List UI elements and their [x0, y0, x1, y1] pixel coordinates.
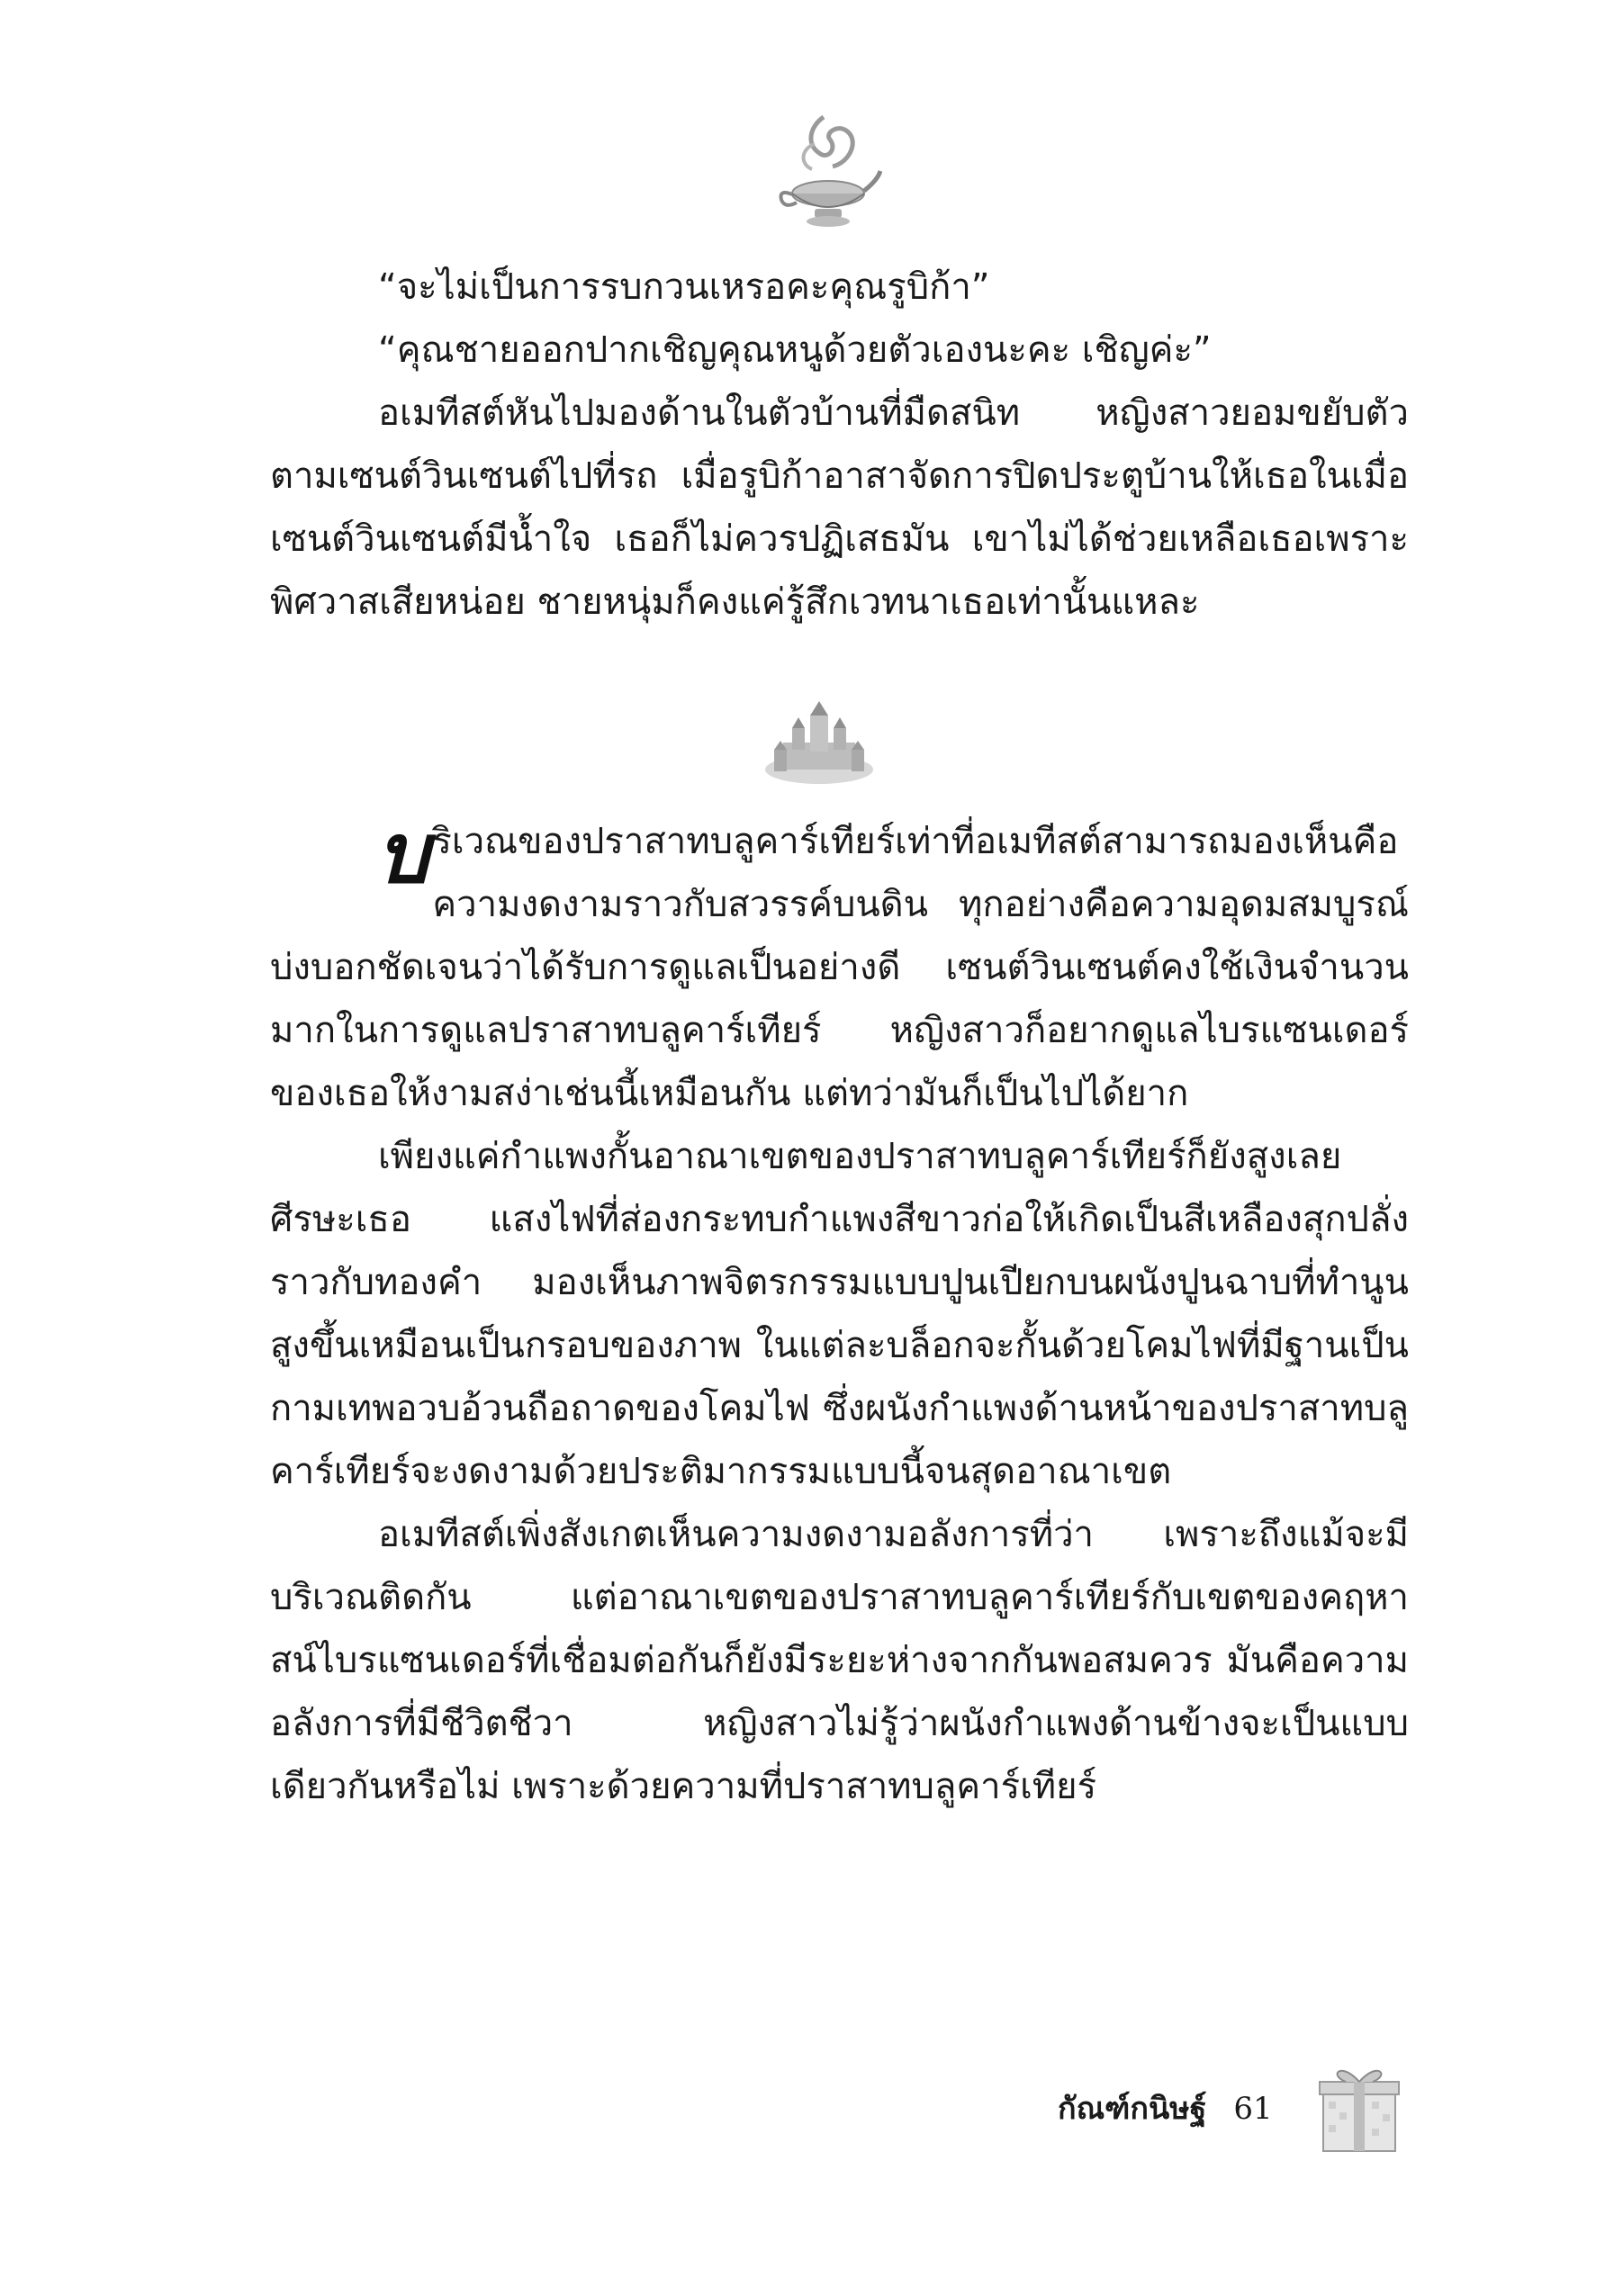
paragraph: “คุณชายออกปากเชิญคุณหนูด้วยตัวเองนะคะ เชิญค่ะ” [378, 329, 1212, 371]
dropcap-letter: บ [376, 805, 429, 902]
book-title: กัณฑ์กนิษฐ์ [1058, 2091, 1207, 2127]
page-footer [1058, 2084, 1273, 2132]
paragraph: อเมทีสต์หันไปมองด้านในตัวบ้านที่มืดสนิท หญิงสาวยอมขยับตัวตามเซนต์วินเซนต์ไปที่รถ เมื่อรูบิก้าอาสาจัดการปิดประตูบ้านให้เธอในเมื่อเซนต์วินเซนต์มีน้ำใจ เธอก็ไม่ควรปฏิเสธมัน เขาไม่ได้ช่วยเหลือเธอเพราะพิศวาสเสียหน่อย ชายหนุ่มก็คงแค่รู้สึกเวทนาเธอเท่านั้นแหละ [270, 392, 1409, 623]
text-block-top [270, 256, 1409, 634]
castle-icon [761, 698, 878, 788]
dropcap-paragraph-text: ริเวณของปราสาทบลูคาร์เทียร์เท่าที่อเมทีสต์สามารถมองเห็นคือความงดงามราวกับสวรรค์บนดิน ทุกอย่างคือความอุดมสมบูรณ์บ่งบอกชัดเจนว่าได้รับการดูแลเป็นอย่างดี เซนต์วินเซนต์คงใช้เงินจำนวนมากในการดูแลปราสาทบลูคาร์เทียร์ หญิงสาวก็อยากดูแลไบรแซนเดอร์ของเธอให้งามสง่าเช่นนี้เหมือนกัน แต่ทว่ามันก็เป็นไปได้ยาก [270, 821, 1409, 1114]
paragraph: “จะไม่เป็นการรบกวนเหรอคะคุณรูบิก้า” [378, 266, 990, 308]
paragraph: อเมทีสต์เพิ่งสังเกตเห็นความงดงามอลังการที่ว่า เพราะถึงแม้จะมีบริเวณติดกัน แต่อาณาเขตของปราสาทบลูคาร์เทียร์กับเขตของคฤหาสน์ไบรแซนเดอร์ที่เชื่อมต่อกันก็ยังมีระยะห่างจากกันพอสมควร มันคือความอลังการที่มีชีวิตชีวา หญิงสาวไม่รู้ว่าผนังกำแพงด้านข้างจะเป็นแบบเดียวกันหรือไม่ เพราะด้วยความที่ปราสาทบลูคาร์เทียร์ [270, 1514, 1409, 1807]
page-number: 61 [1233, 2091, 1273, 2127]
gift-box-icon [1314, 2057, 1404, 2156]
text-block-main [270, 805, 1409, 1818]
dropcap-paragraph [270, 805, 1409, 1125]
genie-lamp-icon [774, 108, 882, 234]
paragraph: เพียงแค่กำแพงกั้นอาณาเขตของปราสาทบลูคาร์เทียร์ก็ยังสูงเลยศีรษะเธอ แสงไฟที่ส่องกระทบกำแพงสีขาวก่อให้เกิดเป็นสีเหลืองสุกปลั่งราวกับทองคำ มองเห็นภาพจิตรกรรมแบบปูนเปียกบนผนังปูนฉาบที่ทำนูนสูงขึ้นเหมือนเป็นกรอบของภาพ ในแต่ละบล็อกจะกั้นด้วยโคมไฟที่มีฐานเป็นกามเทพอวบอ้วนถือถาดของโคมไฟ ซึ่งผนังกำแพงด้านหน้าของปราสาทบลูคาร์เทียร์จะงดงามด้วยประติมากรรมแบบนี้จนสุดอาณาเขต [270, 1136, 1409, 1492]
